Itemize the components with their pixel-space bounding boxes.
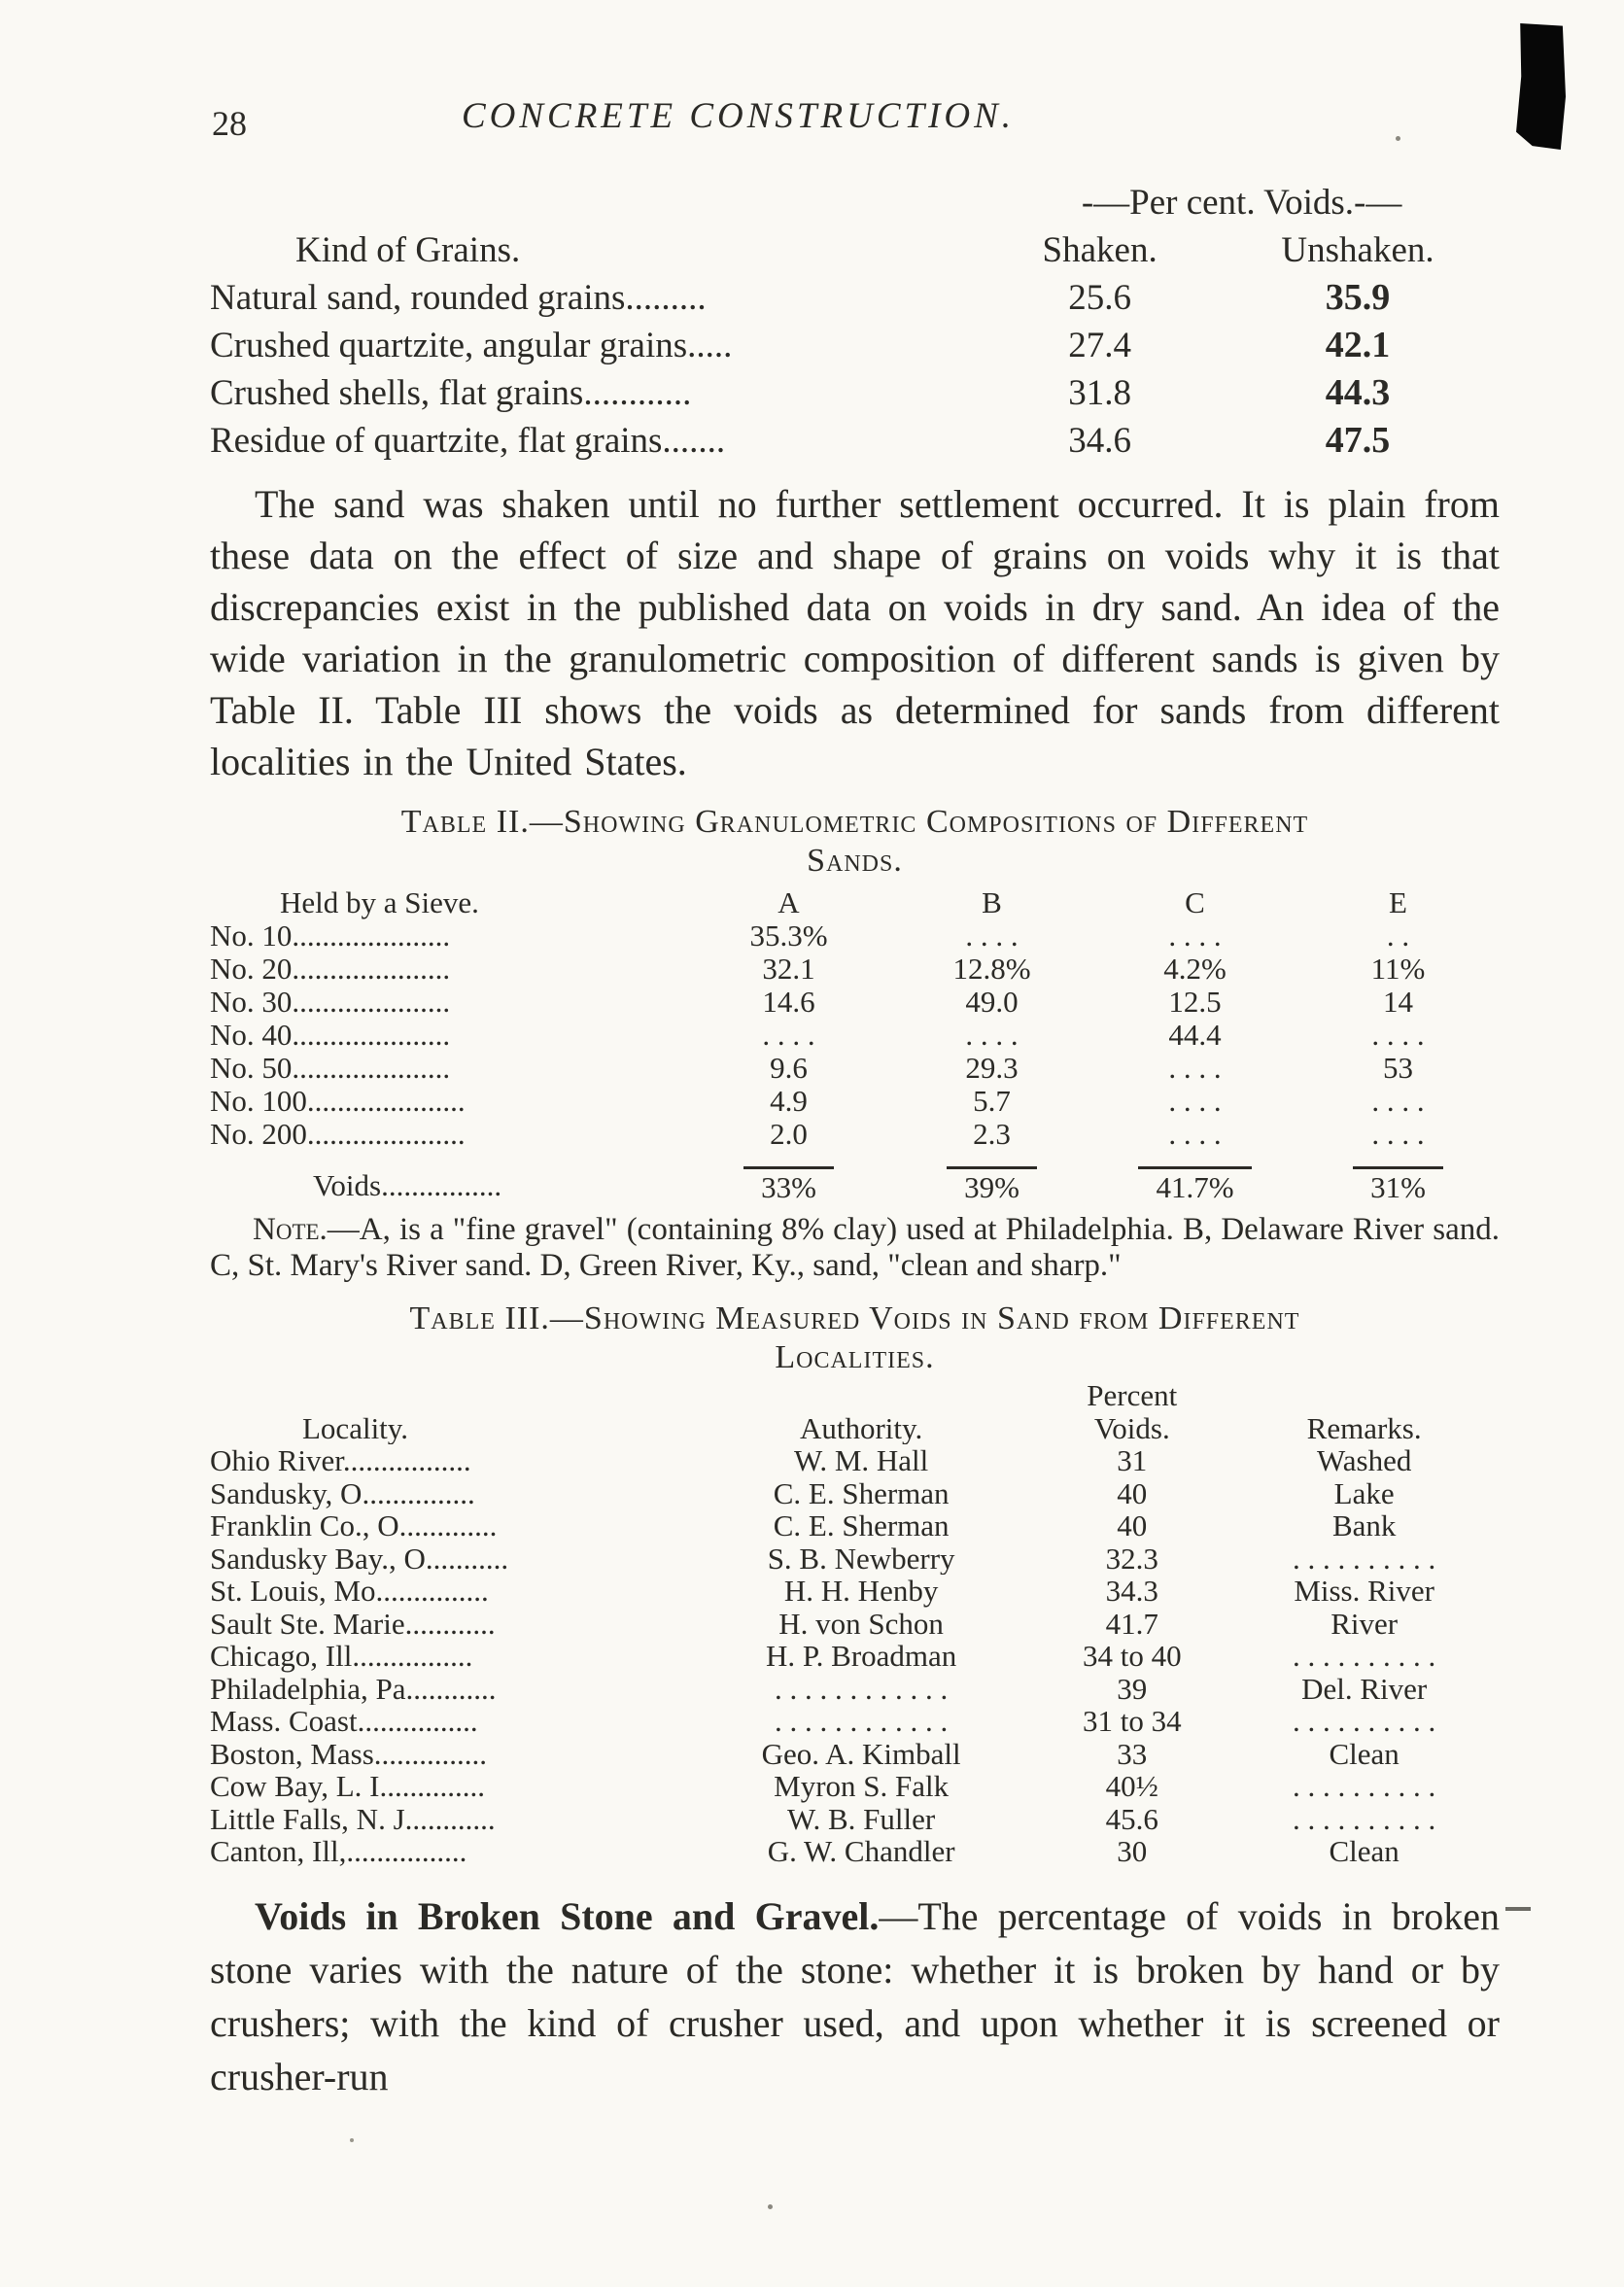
cell-sieve: No. 10..................... bbox=[210, 919, 451, 953]
cell-voids: 40 bbox=[1117, 1476, 1148, 1509]
running-title: CONCRETE CONSTRUCTION. bbox=[461, 96, 1016, 136]
cell-locality: Chicago, Ill................ bbox=[210, 1640, 473, 1673]
cell-locality: Little Falls, N. J............ bbox=[210, 1802, 496, 1835]
table-row bbox=[210, 1118, 1500, 1151]
cell-voids: 30 bbox=[1117, 1835, 1148, 1868]
voids-c bbox=[1093, 1151, 1296, 1204]
ink-blot-artifact bbox=[1515, 23, 1566, 150]
cell-sieve: No. 40..................... bbox=[210, 1019, 451, 1052]
cell-c: 4.2% bbox=[1163, 953, 1227, 986]
cell-b: 29.3 bbox=[965, 1052, 1019, 1085]
cell-voids: 39 bbox=[1117, 1672, 1148, 1705]
cell-kind: Natural sand, rounded grains......... bbox=[210, 278, 707, 318]
cell-authority: . . . . . . . . . . . . bbox=[775, 1672, 949, 1705]
cell-kind: Residue of quartzite, flat grains....... bbox=[210, 421, 726, 461]
cell-authority: G. W. Chandler bbox=[767, 1835, 955, 1868]
table-header-row bbox=[210, 1412, 1500, 1445]
cell-sieve: No. 50..................... bbox=[210, 1052, 451, 1085]
cell-authority: W. B. Fuller bbox=[787, 1802, 936, 1835]
cell-e: . . . . bbox=[1371, 1019, 1425, 1052]
percent-voids-span-header: -—Per cent. Voids.-— bbox=[1081, 183, 1402, 223]
cell-c: 12.5 bbox=[1168, 986, 1222, 1019]
column-header-e: E bbox=[1389, 886, 1407, 919]
spacer-cell bbox=[210, 1379, 687, 1412]
table-row bbox=[210, 1085, 1500, 1118]
cell-voids: 34.3 bbox=[1105, 1575, 1158, 1608]
cell-locality: Philadelphia, Pa............ bbox=[210, 1672, 497, 1705]
table-row bbox=[210, 1477, 1500, 1510]
cell-sieve: No. 200..................... bbox=[210, 1118, 466, 1151]
column-header-kind: Kind of Grains. bbox=[295, 230, 521, 270]
table2-note bbox=[210, 1212, 1500, 1284]
cell-remarks: Bank bbox=[1331, 1509, 1397, 1542]
cell-voids: 40½ bbox=[1105, 1770, 1158, 1803]
table-row bbox=[210, 986, 1500, 1019]
cell-a: 35.3% bbox=[749, 919, 828, 953]
table-row bbox=[210, 1444, 1500, 1477]
cell-authority: S. B. Newberry bbox=[767, 1542, 955, 1575]
cell-b: 12.8% bbox=[952, 953, 1031, 986]
table-row bbox=[210, 1019, 1500, 1052]
cell-voids: 31 to 34 bbox=[1082, 1705, 1182, 1738]
cell-remarks: Miss. River bbox=[1294, 1575, 1434, 1608]
note-text: —A, is a "fine gravel" (containing 8% clay) used at Philadelphia. B, Delaware River sand. C, St. Mary's River sand. D, Green River, Ky., sand, "clean and sharp." bbox=[210, 1212, 1500, 1283]
cell-a: 4.9 bbox=[770, 1085, 808, 1118]
column-header-remarks: Remarks. bbox=[1306, 1411, 1422, 1444]
cell-voids: 33 bbox=[1117, 1737, 1148, 1770]
table3-caption-line2: Localities. bbox=[775, 1339, 935, 1375]
cell-unshaken: 47.5 bbox=[1325, 420, 1391, 461]
table-row bbox=[210, 1542, 1500, 1576]
cell-remarks: . . . . . . . . . . bbox=[1293, 1770, 1436, 1803]
body-paragraph: The sand was shaken until no further settlement occurred. It is plain from these data on the effect of size and shape of grains on voids why it is that discrepancies exist in the published data on voids in dry sand. An idea of the wide variation in the granulometric composition of different sands is given by Table II. Table III shows the voids as determined for sands from different localities in the United States. bbox=[210, 482, 1500, 783]
column-header-a: A bbox=[777, 886, 800, 919]
cell-e: 14 bbox=[1382, 986, 1413, 1019]
section-lead: Voids in Broken Stone and Gravel. bbox=[255, 1893, 880, 1938]
voids-e bbox=[1296, 1151, 1500, 1204]
cell-b: 2.3 bbox=[973, 1118, 1011, 1151]
voids-e-value: 31% bbox=[1353, 1166, 1443, 1204]
table3-caption-line1: Table III.—Showing Measured Voids in Sand from Different bbox=[409, 1300, 1300, 1336]
cell-remarks: . . . . . . . . . . bbox=[1293, 1705, 1436, 1738]
cell-shaken: 34.6 bbox=[1068, 421, 1131, 461]
cell-c: . . . . bbox=[1168, 1085, 1222, 1118]
cell-sieve: No. 30..................... bbox=[210, 986, 451, 1019]
cell-authority: H. P. Broadman bbox=[765, 1640, 957, 1673]
table3-caption bbox=[210, 1299, 1500, 1377]
cell-a: 2.0 bbox=[770, 1118, 808, 1151]
cell-locality: Sault Ste. Marie............ bbox=[210, 1607, 496, 1640]
table-row bbox=[210, 919, 1500, 953]
cell-e: . . bbox=[1386, 919, 1410, 953]
cell-shaken: 27.4 bbox=[1068, 326, 1131, 365]
cell-authority: H. von Schon bbox=[778, 1607, 944, 1640]
column-header-authority: Authority. bbox=[799, 1411, 923, 1444]
column-header-b: B bbox=[982, 886, 1002, 919]
voids-a bbox=[687, 1151, 890, 1204]
cell-a: 32.1 bbox=[762, 953, 815, 986]
table-header-row bbox=[210, 886, 1500, 919]
cell-b: 5.7 bbox=[973, 1085, 1011, 1118]
cell-remarks: Clean bbox=[1329, 1737, 1399, 1770]
table-row bbox=[210, 1835, 1500, 1868]
voids-total-row bbox=[210, 1151, 1500, 1204]
cell-locality: Franklin Co., O............. bbox=[210, 1509, 498, 1542]
cell-voids: 45.6 bbox=[1105, 1802, 1158, 1835]
cell-e: 53 bbox=[1382, 1052, 1413, 1085]
voids-label: Voids................ bbox=[313, 1167, 502, 1202]
cell-authority: . . . . . . . . . . . . bbox=[775, 1705, 949, 1738]
scan-speck bbox=[768, 2204, 773, 2209]
cell-remarks: River bbox=[1330, 1607, 1399, 1640]
cell-kind: Crushed shells, flat grains............ bbox=[210, 373, 692, 413]
cell-unshaken: 42.1 bbox=[1325, 325, 1391, 365]
cell-shaken: 25.6 bbox=[1068, 278, 1131, 318]
table-row bbox=[210, 1673, 1500, 1706]
cell-locality: Canton, Ill,................ bbox=[210, 1835, 467, 1868]
cell-authority: Geo. A. Kimball bbox=[761, 1737, 961, 1770]
cell-locality: Cow Bay, L. I.............. bbox=[210, 1770, 485, 1803]
table-header-row bbox=[210, 226, 1500, 274]
cell-e: . . . . bbox=[1371, 1085, 1425, 1118]
body-paragraph bbox=[210, 1889, 1500, 2103]
cell-remarks: . . . . . . . . . . bbox=[1293, 1542, 1436, 1575]
cell-sieve: No. 20..................... bbox=[210, 953, 451, 986]
cell-remarks: . . . . . . . . . . bbox=[1293, 1640, 1436, 1673]
table2-caption-line2: Sands. bbox=[807, 843, 903, 879]
cell-authority: C. E. Sherman bbox=[773, 1509, 950, 1542]
spacer-cell bbox=[1228, 1379, 1500, 1412]
table-row bbox=[210, 1509, 1500, 1542]
cell-voids: 34 to 40 bbox=[1082, 1640, 1182, 1673]
cell-locality: Sandusky, O............... bbox=[210, 1476, 475, 1509]
table2-caption bbox=[210, 803, 1500, 881]
table-row bbox=[210, 417, 1500, 465]
cell-b: . . . . bbox=[965, 919, 1019, 953]
voids-b bbox=[890, 1151, 1093, 1204]
table-row bbox=[210, 1770, 1500, 1803]
cell-c: . . . . bbox=[1168, 1118, 1222, 1151]
cell-c: . . . . bbox=[1168, 1052, 1222, 1085]
cell-remarks: Lake bbox=[1333, 1476, 1395, 1509]
cell-a: 9.6 bbox=[770, 1052, 808, 1085]
table-row bbox=[210, 1575, 1500, 1608]
cell-authority: C. E. Sherman bbox=[773, 1476, 950, 1509]
cell-locality: Boston, Mass............... bbox=[210, 1737, 488, 1770]
running-header bbox=[210, 95, 1500, 148]
table-row bbox=[210, 369, 1500, 417]
table2-caption-line1: Table II.—Showing Granulometric Compositions of Different bbox=[400, 804, 1309, 840]
table-row bbox=[210, 1640, 1500, 1673]
voids-c-value: 41.7% bbox=[1138, 1166, 1251, 1204]
cell-unshaken: 35.9 bbox=[1325, 277, 1391, 318]
cell-unshaken: 44.3 bbox=[1325, 372, 1391, 413]
table-row bbox=[210, 953, 1500, 986]
cell-locality: Ohio River................. bbox=[210, 1444, 471, 1477]
spacer-cell bbox=[687, 1379, 1035, 1412]
table-row bbox=[210, 1608, 1500, 1641]
table-row bbox=[210, 179, 1500, 226]
cell-locality: Mass. Coast................ bbox=[210, 1705, 478, 1738]
cell-remarks: Clean bbox=[1329, 1835, 1399, 1868]
table-row bbox=[210, 274, 1500, 322]
cell-authority: H. H. Henby bbox=[783, 1575, 939, 1608]
cell-authority: Myron S. Falk bbox=[774, 1770, 950, 1803]
grain-voids-table bbox=[210, 179, 1500, 465]
table-row bbox=[210, 322, 1500, 369]
cell-remarks: Del. River bbox=[1301, 1672, 1428, 1705]
cell-c: . . . . bbox=[1168, 919, 1222, 953]
column-header-locality: Locality. bbox=[302, 1411, 409, 1444]
cell-authority: W. M. Hall bbox=[793, 1444, 929, 1477]
granulometric-table bbox=[210, 886, 1500, 1204]
scan-speck bbox=[350, 2138, 354, 2142]
cell-c: 44.4 bbox=[1168, 1019, 1222, 1052]
column-header-unshaken: Unshaken. bbox=[1281, 230, 1434, 270]
table-row bbox=[210, 1738, 1500, 1771]
table-header-row bbox=[210, 1379, 1500, 1412]
percent-label: Percent bbox=[1087, 1379, 1178, 1412]
column-header-voids: Voids. bbox=[1093, 1411, 1170, 1444]
table-row bbox=[210, 1052, 1500, 1085]
cell-e: . . . . bbox=[1371, 1118, 1425, 1151]
note-label: Note. bbox=[253, 1212, 328, 1247]
cell-voids: 31 bbox=[1117, 1444, 1148, 1477]
scan-speck bbox=[1505, 1907, 1531, 1911]
cell-voids: 40 bbox=[1117, 1509, 1148, 1542]
cell-a: . . . . bbox=[762, 1019, 815, 1052]
cell-voids: 41.7 bbox=[1105, 1607, 1158, 1640]
table-row bbox=[210, 1705, 1500, 1738]
voids-a-value: 33% bbox=[743, 1166, 834, 1204]
cell-kind: Crushed quartzite, angular grains..... bbox=[210, 326, 733, 365]
cell-remarks: . . . . . . . . . . bbox=[1293, 1802, 1436, 1835]
column-header-sieve: Held by a Sieve. bbox=[280, 886, 479, 919]
cell-voids: 32.3 bbox=[1105, 1542, 1158, 1575]
cell-b: . . . . bbox=[965, 1019, 1019, 1052]
section-text: —The percentage of voids in broken stone varies with the nature of the stone: whether it is broken by hand or by crushers; with the kind of crusher used, and upon whether it is screened or crusher-run bbox=[210, 1893, 1501, 2098]
cell-a: 14.6 bbox=[762, 986, 815, 1019]
table-row bbox=[210, 1803, 1500, 1836]
column-header-shaken: Shaken. bbox=[1042, 230, 1158, 270]
cell-shaken: 31.8 bbox=[1068, 373, 1131, 413]
localities-voids-table bbox=[210, 1379, 1500, 1868]
spacer-cell bbox=[210, 179, 984, 226]
cell-e: 11% bbox=[1370, 953, 1426, 986]
cell-remarks: Washed bbox=[1316, 1444, 1412, 1477]
voids-b-value: 39% bbox=[947, 1166, 1037, 1204]
cell-locality: Sandusky Bay., O........... bbox=[210, 1542, 509, 1575]
cell-locality: St. Louis, Mo............... bbox=[210, 1575, 489, 1608]
page-number: 28 bbox=[212, 104, 247, 143]
cell-sieve: No. 100..................... bbox=[210, 1085, 466, 1118]
column-header-c: C bbox=[1185, 886, 1205, 919]
cell-b: 49.0 bbox=[965, 986, 1019, 1019]
